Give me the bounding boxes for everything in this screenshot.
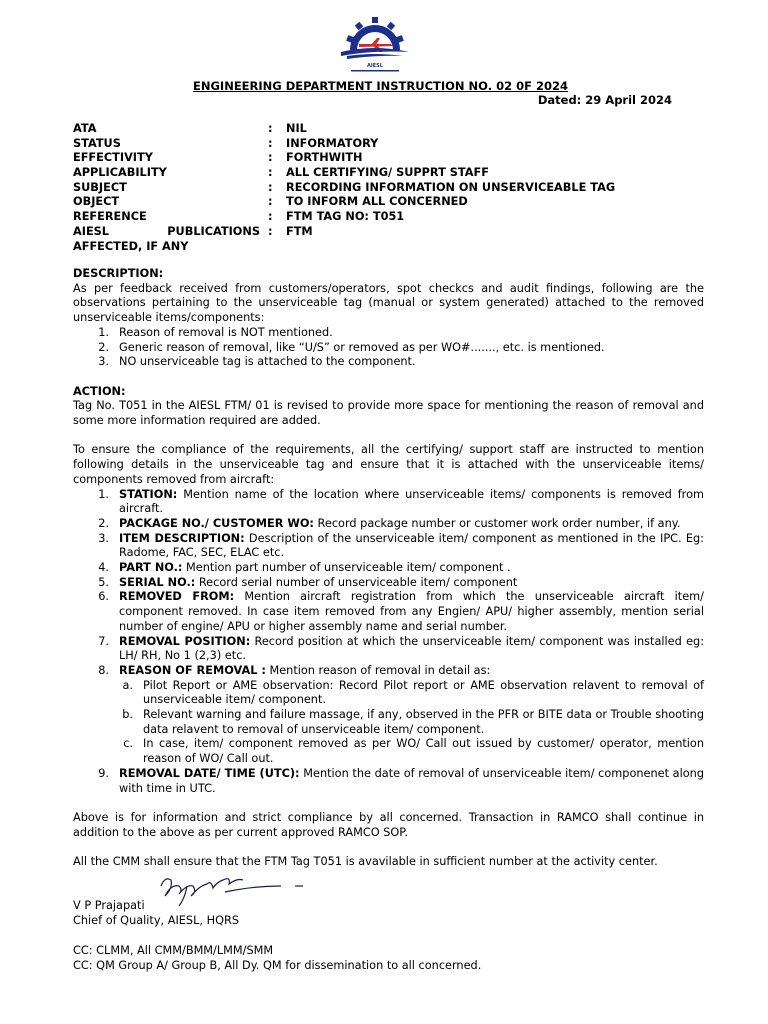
list-number: 2. <box>98 516 109 530</box>
meta-row-publications <box>73 225 713 240</box>
meta-colon: : <box>268 122 273 135</box>
sublist-text: In case, item/ component removed as per WO/ Call out issued by customer/ operator, mention reason of WO/ Call out. <box>143 737 704 766</box>
list-item <box>73 355 704 370</box>
item-label: ITEM DESCRIPTION: <box>119 531 245 545</box>
item-text: Record package number or customer work order number, if any. <box>313 516 681 530</box>
meta-row-ata <box>73 122 713 137</box>
action-instruction-text: To ensure the compliance of the requirements, all the certifying/ support staff are instructed to mention following details in the unserviceable tag and ensure that it is attached with the unserviceable items/ components removed from aircraft: <box>73 443 704 486</box>
cc-line: CC: CLMM, All CMM/BMM/LMM/SMM <box>73 944 274 957</box>
meta-value: NIL <box>286 122 307 135</box>
cc-block <box>73 944 481 973</box>
meta-key: EFFECTIVITY <box>73 151 153 165</box>
aiesl-logo-icon <box>337 14 413 76</box>
list-number: 7. <box>98 634 109 648</box>
list-item <box>73 664 704 679</box>
sublist-text: Relevant warning and failure massage, if any, observed in the PFR or BITE data or Trouble shooting data relavent to removal of unserviceable item/ component. <box>143 708 704 736</box>
meta-row-status <box>73 137 713 152</box>
meta-key-part: AIESL <box>73 224 109 238</box>
item-label: REASON OF REMOVAL : <box>119 663 266 677</box>
meta-row-effectivity <box>73 151 713 166</box>
signer-block <box>73 899 239 928</box>
meta-key: OBJECT <box>73 195 120 209</box>
list-number: 8. <box>98 663 109 677</box>
item-label: REMOVAL DATE/ TIME (UTC): <box>119 766 300 780</box>
meta-value: FTM <box>286 224 313 238</box>
item-text: Record serial number of unserviceable item/ component <box>195 575 518 589</box>
meta-colon: : <box>268 195 273 209</box>
meta-colon: : <box>268 210 273 224</box>
list-text <box>119 767 704 796</box>
list-text <box>119 488 704 517</box>
list-number: 2. <box>98 340 109 354</box>
action-heading: ACTION: <box>73 384 126 398</box>
sublist-letter: a. <box>122 678 133 692</box>
meta-key: SUBJECT <box>73 180 127 194</box>
sublist-item <box>73 679 704 708</box>
item-text: Mention part number of unserviceable item/ component . <box>182 561 511 575</box>
list-number: 5. <box>98 575 109 589</box>
description-list <box>73 326 704 370</box>
list-item <box>73 532 704 561</box>
list-text: Reason of removal is NOT mentioned. <box>119 325 333 339</box>
meta-key: APPLICABILITY <box>73 166 167 180</box>
list-item <box>73 767 704 796</box>
list-item <box>73 635 704 664</box>
item-text: Mention aircraft registration from which the unserviceable aircraft item/ component removed. In case item removed from any Engien/ APU/ higher assembly, mention serial number of engine/ APU or higher assembly name and serial number. <box>119 590 704 633</box>
meta-key-continuation: AFFECTED, IF ANY <box>73 239 189 253</box>
list-item <box>73 341 704 356</box>
meta-key: STATUS <box>73 136 121 150</box>
list-number: 3. <box>98 355 109 369</box>
list-number: 3. <box>98 531 109 545</box>
list-text <box>119 576 704 591</box>
meta-key-part: PUBLICATIONS <box>167 224 260 238</box>
list-text <box>119 561 704 576</box>
list-item <box>73 561 704 576</box>
meta-row-subject <box>73 181 713 196</box>
meta-colon: : <box>268 180 273 194</box>
meta-value: INFORMATORY <box>286 136 379 150</box>
meta-colon: : <box>268 166 273 180</box>
signer-title: Chief of Quality, AIESL, HQRS <box>73 913 239 927</box>
item-text: Mention reason of removal in detail as: <box>265 663 491 677</box>
signature-area <box>73 872 373 902</box>
item-label: REMOVED FROM: <box>119 590 235 604</box>
closing-cmm-text: All the CMM shall ensure that the FTM Tag T051 is avavilable in sufficient number at the activity center. <box>73 855 658 869</box>
meta-row-reference <box>73 210 713 225</box>
meta-row-applicability <box>73 166 713 181</box>
meta-value: TO INFORM ALL CONCERNED <box>286 195 468 209</box>
item-text: Description of the unserviceable item/ component as mentioned in the IPC. Eg: Radome, FAC, SEC, ELAC etc. <box>119 531 704 560</box>
list-text: NO unserviceable tag is attached to the component. <box>119 355 416 369</box>
list-item <box>73 576 704 591</box>
item-label: REMOVAL POSITION: <box>119 634 251 648</box>
meta-value: FTM TAG NO: T051 <box>286 210 405 224</box>
document-body <box>73 267 704 870</box>
meta-colon: : <box>268 151 273 165</box>
action-list-continued <box>73 767 704 796</box>
list-text <box>119 635 704 664</box>
meta-value: FORTHWITH <box>286 151 363 165</box>
list-text: Generic reason of removal, like “U/S” or removed as per WO#......., etc. is mentioned. <box>119 340 605 354</box>
list-number: 1. <box>98 325 109 339</box>
action-text: Tag No. T051 in the AIESL FTM/ 01 is revised to provide more space for mentioning the reason of removal and some more information required are added. <box>73 399 704 428</box>
list-number: 6. <box>98 590 109 604</box>
item-text: Mention name of the location where unserviceable items/ components is removed from aircraft. <box>119 487 704 516</box>
instruction-title: ENGINEERING DEPARTMENT INSTRUCTION NO. 02 0F 2024 <box>193 79 568 93</box>
list-number: 4. <box>98 561 109 575</box>
list-number: 1. <box>98 487 109 501</box>
sublist-item <box>73 737 704 766</box>
list-text <box>119 517 704 532</box>
meta-row-object <box>73 195 713 210</box>
sublist-letter: c. <box>123 737 133 751</box>
list-number: 9. <box>98 766 109 780</box>
sublist-letter: b. <box>122 708 133 722</box>
sublist-text: Pilot Report or AME observation: Record Pilot report or AME observation relavent to removal of unserviceable item/ component. <box>143 678 704 707</box>
list-item <box>73 590 704 634</box>
cc-line: CC: QM Group A/ Group B, All Dy. QM for dissemination to all concerned. <box>73 958 482 972</box>
meta-value: ALL CERTIFYING/ SUPPRT STAFF <box>286 166 489 180</box>
item-label: PART NO.: <box>119 561 183 575</box>
list-text <box>119 590 704 634</box>
item-label: PACKAGE NO./ CUSTOMER WO: <box>119 516 314 530</box>
list-text <box>119 532 704 561</box>
meta-key: ATA <box>73 122 97 135</box>
meta-colon: : <box>268 224 273 238</box>
item-text: Mention the date of removal of unserviceable item/ componenet along with time in UTC. <box>119 766 704 795</box>
issue-date: Dated: 29 April 2024 <box>537 93 672 107</box>
sublist-item <box>73 708 704 737</box>
list-text <box>119 664 704 679</box>
meta-key: REFERENCE <box>73 210 147 224</box>
item-text: Record position at which the unserviceable item/ component was installed eg: LH/ RH, No 1 (2,3) etc. <box>119 634 705 663</box>
item-label: STATION: <box>119 487 178 501</box>
list-item <box>73 488 704 517</box>
action-list <box>73 488 704 679</box>
meta-colon: : <box>268 136 273 150</box>
description-heading: DESCRIPTION: <box>73 267 164 280</box>
metadata-table <box>73 122 713 254</box>
item-label: SERIAL NO.: <box>119 575 196 589</box>
meta-value: RECORDING INFORMATION ON UNSERVICEABLE TAG <box>286 180 616 194</box>
list-item <box>73 326 704 341</box>
svg-text:AIESL: AIESL <box>367 63 383 69</box>
closing-text: Above is for information and strict compliance by all concerned. Transaction in RAMCO shall continue in addition to the above as per current approved RAMCO SOP. <box>73 810 704 839</box>
list-item <box>73 517 704 532</box>
description-text: As per feedback received from customers/operators, spot checkcs and audit findings, following are the observations pertaining to the unserviceable tag (manual or system generated) attached to the removed unserviceable items/components: <box>73 281 704 325</box>
meta-key <box>73 225 260 240</box>
signer-name: V P Prajapati <box>73 899 145 912</box>
reason-sublist <box>73 679 704 767</box>
